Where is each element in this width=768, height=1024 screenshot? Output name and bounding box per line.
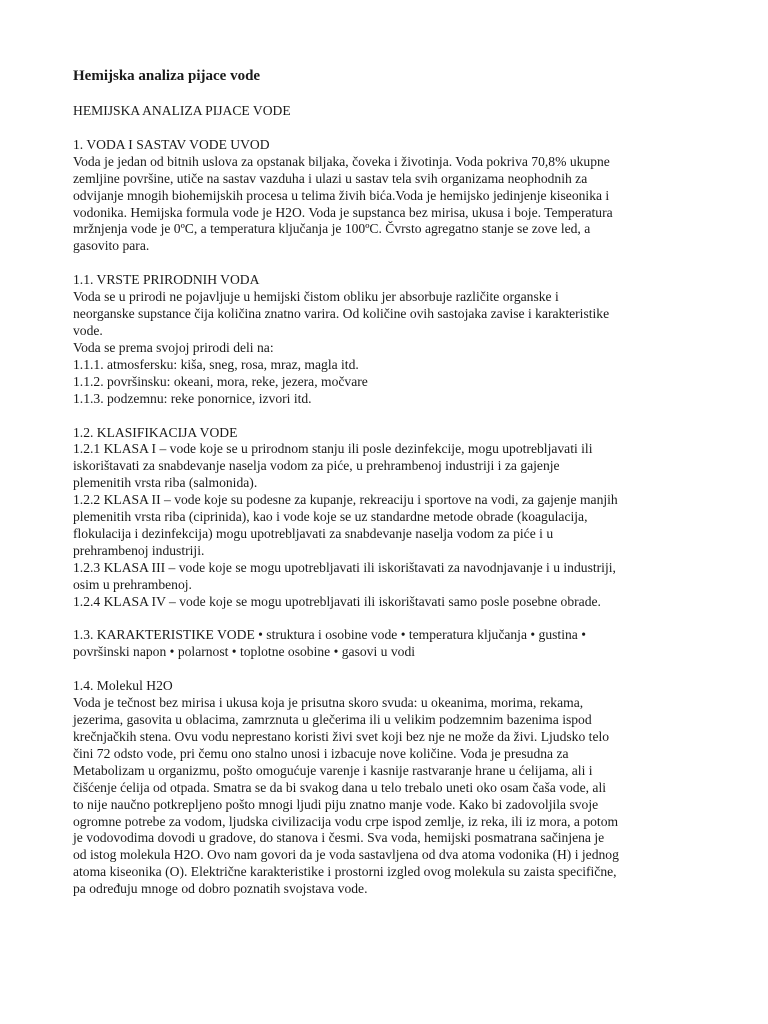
section-heading: 1.1. VRSTE PRIRODNIH VODA [73, 272, 260, 288]
document-subtitle: HEMIJSKA ANALIZA PIJACE VODE [73, 103, 291, 118]
text-line: krečnjačkih stena. Ovu vodu neprestano koristi živi svet koji bez nje ne može da živi. Ljudsko telo [73, 729, 610, 744]
text-line: 1.2.1 KLASA I – vode koje se u prirodnom stanju ili posle dezinfekcije, mogu upotrebljavati ili [73, 441, 593, 457]
text-line: 1.1.3. podzemnu: reke ponornice, izvori itd. [73, 390, 312, 406]
document-section [73, 137, 713, 255]
text-line: neorganske supstance čija količina znatno varira. Od količine ovih sastojaka zavise i karakteristike [73, 306, 610, 322]
section-heading: 1.4. Molekul H2O [73, 678, 173, 694]
section-heading: 1.2. KLASIFIKACIJA VODE [73, 424, 238, 440]
document-section [73, 627, 713, 661]
text-line: Voda se prema svojoj prirodi deli na: [73, 339, 274, 355]
text-line: zemljine površine, utiče na sastav vazduha i ulazi u sastav tela svih organizama neophodnih za [73, 170, 588, 186]
text-line: površinski napon • polarnost • toplotne osobine • gasovi u vodi [73, 644, 416, 660]
text-line: 1.2.2 KLASA II – vode koje su podesne za kupanje, rekreaciju i sportove na vodi, za gajenje manjih [73, 492, 618, 508]
text-line: 1.3. KARAKTERISTIKE VODE • struktura i osobine vode • temperatura ključanja • gustina • [73, 627, 586, 643]
text-line: čišćenje ćelija od otpada. Smatra se da bi svakog dana u telo trebalo uneti oko osam čaša vode, ali [73, 779, 606, 795]
text-line: prehrambenoj industriji. [73, 542, 205, 558]
document-section [73, 425, 713, 611]
text-line: 1.2.4 KLASA IV – vode koje se mogu upotrebljavati ili iskorištavati samo posle posebne obrade. [73, 593, 601, 609]
section-heading: 1. VODA I SASTAV VODE UVOD [73, 136, 270, 152]
text-line: ogromne potrebe za vodom, ljudska civilizacija vodu crpe ispod zemlje, iz reka, ili iz mora, a potom [73, 813, 619, 829]
text-line: Voda se u prirodi ne pojavljuje u hemijski čistom obliku jer absorbuje različite organske i [73, 289, 559, 305]
text-line: 1.2.3 KLASA III – vode koje se mogu upotrebljavati ili iskorištavati za navodnjavanje i u industriji, [73, 559, 616, 575]
text-line: vode. [73, 322, 103, 338]
text-line: gasovito para. [73, 238, 150, 254]
document-title: Hemijska analiza pijace vode [73, 68, 261, 84]
text-line: plemenitih vrsta riba (ciprinida), kao i vode koje se uz standardne metode obrade (koagulacija, [73, 509, 588, 525]
text-line: vodonika. Hemijska formula vode je H2O. Voda je supstanca bez mirisa, ukusa i boje. Temperatura [73, 204, 613, 220]
text-line: 1.1.1. atmosfersku: kiša, sneg, rosa, mraz, magla itd. [73, 356, 359, 372]
text-line: pa određuju mnoge od dobro poznatih svojstava vode. [73, 881, 368, 897]
text-line: Metabolizam u organizmu, pošto omogućuje varenje i kasnije rastvaranje hrane u ćelijama, ali i [73, 762, 593, 778]
text-line: flokulacija i dezinfekcija) mogu upotrebljavati za snabdevanje naselja vodom za piće i u [73, 525, 554, 541]
document-section [73, 678, 713, 898]
text-line: Voda je jedan od bitnih uslova za opstanak biljaka, čoveka i životinja. Voda pokriva 70,8% ukupne [73, 153, 610, 169]
text-line: jezerima, gasovita u oblacima, zamrznuta u glečerima ili u velikim podzemnim bazenima ispod [73, 712, 592, 728]
text-line: je vodovodima dovodi u gradove, do stanova i česmi. Sva voda, hemijski posmatrana sačinjena je [73, 830, 605, 846]
document-section [73, 272, 713, 407]
document-body [73, 137, 713, 898]
text-line: odvijanje mnogih biohemijskih procesa u telima živih bića.Voda je hemijsko jedinjenje kiseonika i [73, 187, 610, 203]
text-line: atoma kiseonika (O). Električne karakteristike i prostorni izgled ovog molekula su zaista specifične, [73, 864, 617, 880]
text-line: Voda je tečnost bez mirisa i ukusa koja je prisutna skoro svuda: u okeanima, morima, rekama, [73, 695, 584, 711]
text-line: od istog molekula H2O. Ovo nam govori da je voda sastavljena od dva atoma vodonika (H) i jednog [73, 847, 619, 863]
text-line: osim u prehrambenoj. [73, 576, 192, 592]
text-line: čini 72 odsto vode, pri čemu ono stalno unosi i izbacuje nove količine. Voda je presudna za [73, 745, 569, 761]
text-line: mržnjenja vode je 0ºC, a temperatura ključanja je 100ºC. Čvrsto agregatno stanje se zove led, a [73, 221, 591, 237]
document-page [73, 66, 713, 915]
text-line: to nije naučno potkrepljeno pošto mnogi ljudi piju znatno manje vode. Kako bi zadovoljila svoje [73, 796, 599, 812]
text-line: 1.1.2. površinsku: okeani, mora, reke, jezera, močvare [73, 373, 368, 389]
text-line: plemenitih vrsta riba (salmonida). [73, 475, 258, 491]
text-line: iskorištavati za snabdevanje naselja vodom za piće, u prehrambenoj industriji i za gajenje [73, 458, 560, 474]
